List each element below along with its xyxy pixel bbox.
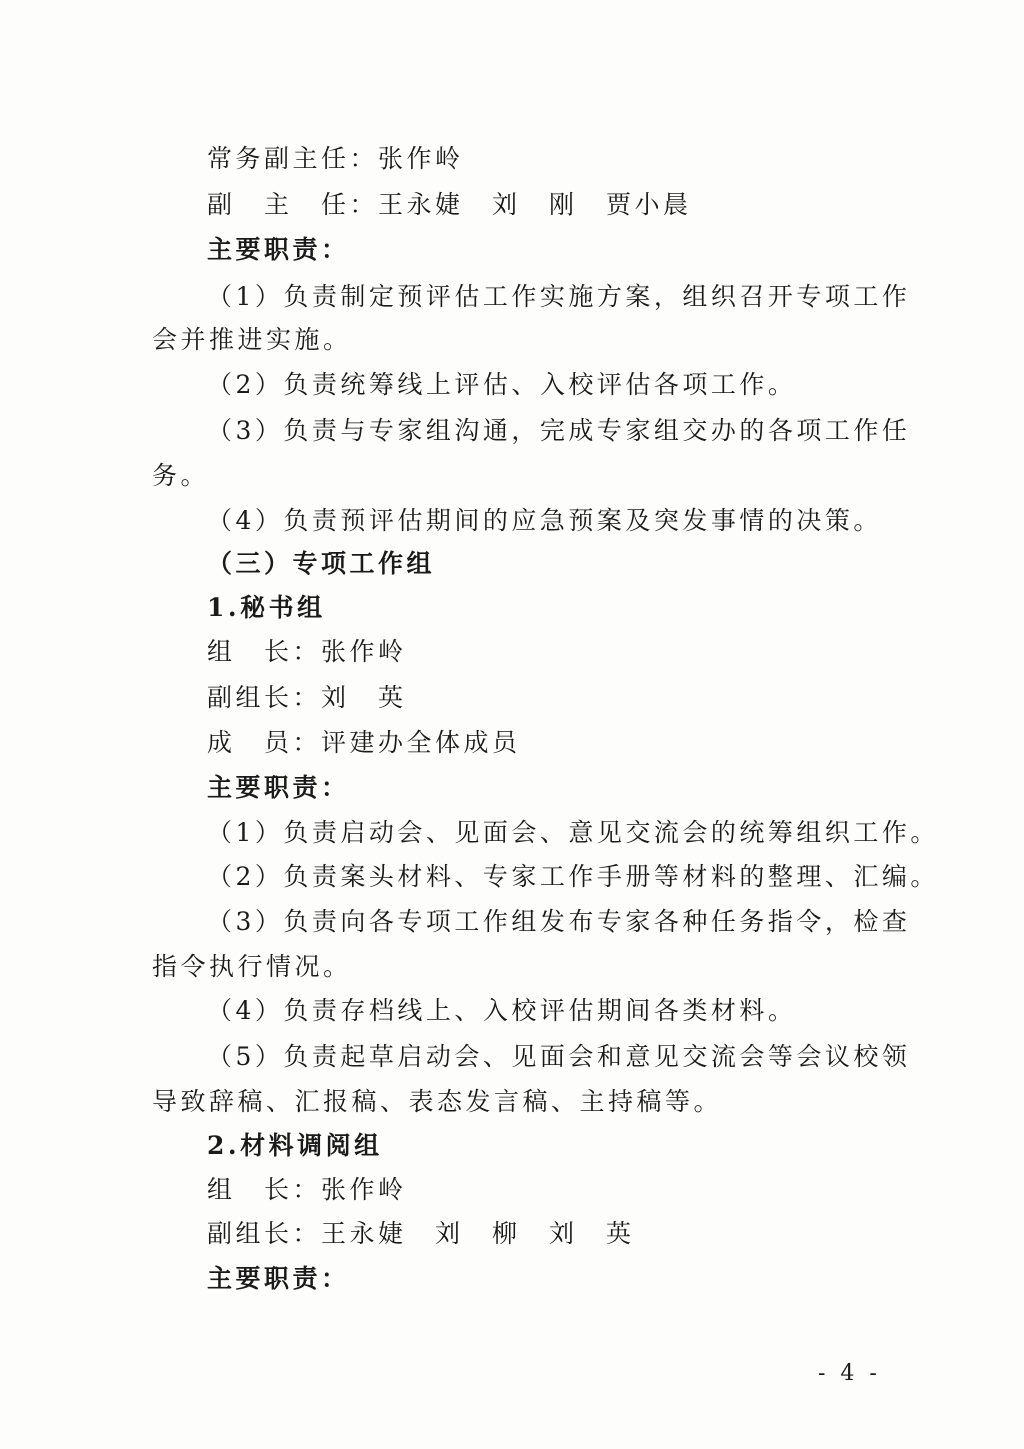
responsibility-item-continued: 会并推进实施。 [152, 325, 352, 354]
responsibility-item: （2）负责统筹线上评估、入校评估各项工作。 [207, 370, 797, 399]
group-leader-line: 组 长：张作岭 [207, 637, 407, 666]
responsibilities-heading: 主要职责： [207, 773, 350, 802]
responsibility-item: （5）负责起草启动会、见面会和意见交流会等会议校领 [207, 1042, 911, 1071]
members-line: 成 员：评建办全体成员 [207, 728, 521, 757]
responsibilities-heading: 主要职责： [207, 235, 350, 264]
responsibility-item: （1）负责启动会、见面会、意见交流会的统筹组织工作。 [207, 818, 939, 847]
section-heading: （三）专项工作组 [207, 549, 436, 578]
responsibility-item: （4）负责预评估期间的应急预案及突发事情的决策。 [207, 506, 882, 535]
deputy-group-leader-line: 副组长：刘 英 [207, 683, 407, 712]
page-number: - 4 - [818, 1361, 881, 1386]
responsibility-item: （3）负责与专家组沟通，完成专家组交办的各项工作任 [207, 416, 911, 445]
responsibility-item: （1）负责制定预评估工作实施方案，组织召开专项工作 [207, 282, 911, 311]
responsibility-item-continued: 指令执行情况。 [152, 952, 352, 981]
subsection-heading: 1.秘书组 [207, 593, 326, 622]
deputy-group-leader-line: 副组长：王永婕 刘 柳 刘 英 [207, 1219, 635, 1248]
executive-deputy-director-line: 常务副主任：张作岭 [207, 144, 464, 173]
responsibility-item-continued: 务。 [152, 461, 210, 490]
responsibility-item-continued: 导致辞稿、汇报稿、表态发言稿、主持稿等。 [152, 1087, 723, 1116]
responsibility-item: （4）负责存档线上、入校评估期间各类材料。 [207, 996, 797, 1025]
deputy-director-line: 副 主 任：王永婕 刘 刚 贾小晨 [207, 190, 692, 219]
responsibility-item: （3）负责向各专项工作组发布专家各种任务指令，检查 [207, 907, 911, 936]
group-leader-line: 组 长：张作岭 [207, 1175, 407, 1204]
responsibilities-heading: 主要职责： [207, 1264, 350, 1293]
subsection-heading: 2.材料调阅组 [207, 1131, 383, 1160]
responsibility-item: （2）负责案头材料、专家工作手册等材料的整理、汇编。 [207, 862, 939, 891]
